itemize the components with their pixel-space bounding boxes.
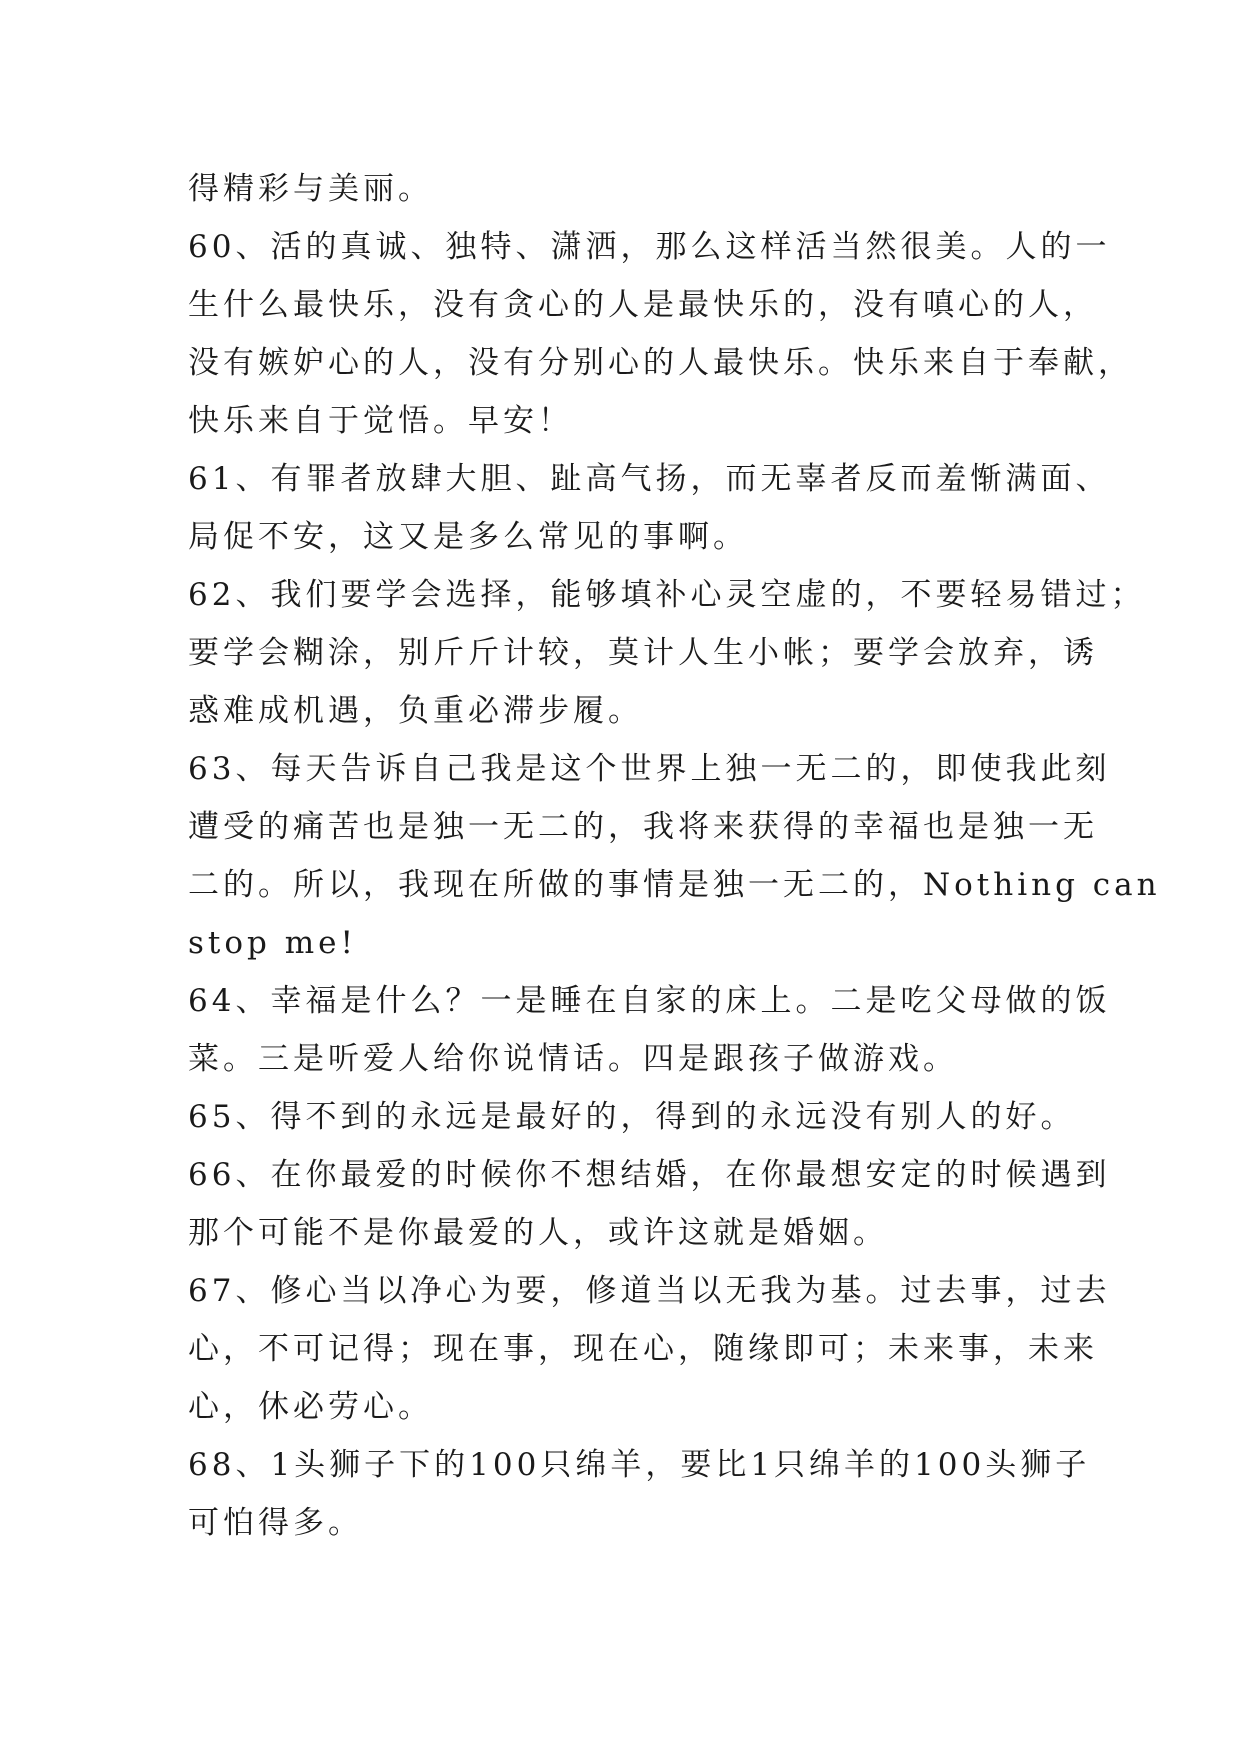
text-line: 64、幸福是什么？一是睡在自家的床上。二是吃父母做的饭 [188,983,1111,1019]
text-line: 心，不可记得；现在事，现在心，随缘即可；未来事，未来 [188,1331,1098,1367]
text-line: 遭受的痛苦也是独一无二的，我将来获得的幸福也是独一无 [188,809,1098,845]
text-line: 没有嫉妒心的人，没有分别心的人最快乐。快乐来自于奉献， [188,345,1133,381]
text-line: 62、我们要学会选择，能够填补心灵空虚的，不要轻易错过； [188,577,1146,613]
text-line: 心，休必劳心。 [188,1389,433,1425]
text-line: 61、有罪者放肆大胆、趾高气扬，而无辜者反而羞惭满面、 [188,461,1111,497]
text-line: 67、修心当以净心为要，修道当以无我为基。过去事，过去 [188,1273,1111,1309]
text-line: 65、得不到的永远是最好的，得到的永远没有别人的好。 [188,1099,1076,1135]
document-body [188,160,1161,1552]
text-line: 生什么最快乐，没有贪心的人是最快乐的，没有嗔心的人， [188,287,1098,323]
text-line: 60、活的真诚、独特、潇洒，那么这样活当然很美。人的一 [188,229,1111,265]
text-line: 二的。所以，我现在所做的事情是独一无二的，Nothing can [188,867,1161,903]
text-line: 局促不安，这又是多么常见的事啊。 [188,519,748,555]
text-line: 68、1头狮子下的100只绵羊，要比1只绵羊的100头狮子 [188,1447,1091,1483]
text-line: 可怕得多。 [188,1505,363,1541]
text-line: stop me! [188,925,357,961]
text-line: 惑难成机遇，负重必滞步履。 [188,693,643,729]
text-line: 那个可能不是你最爱的人，或许这就是婚姻。 [188,1215,888,1251]
text-line: 快乐来自于觉悟。早安！ [188,403,573,439]
text-line: 得精彩与美丽。 [188,171,433,207]
text-line: 63、每天告诉自己我是这个世界上独一无二的，即使我此刻 [188,751,1111,787]
text-line: 菜。三是听爱人给你说情话。四是跟孩子做游戏。 [188,1041,958,1077]
text-line: 要学会糊涂，别斤斤计较，莫计人生小帐；要学会放弃，诱 [188,635,1098,671]
text-line: 66、在你最爱的时候你不想结婚，在你最想安定的时候遇到 [188,1157,1111,1193]
